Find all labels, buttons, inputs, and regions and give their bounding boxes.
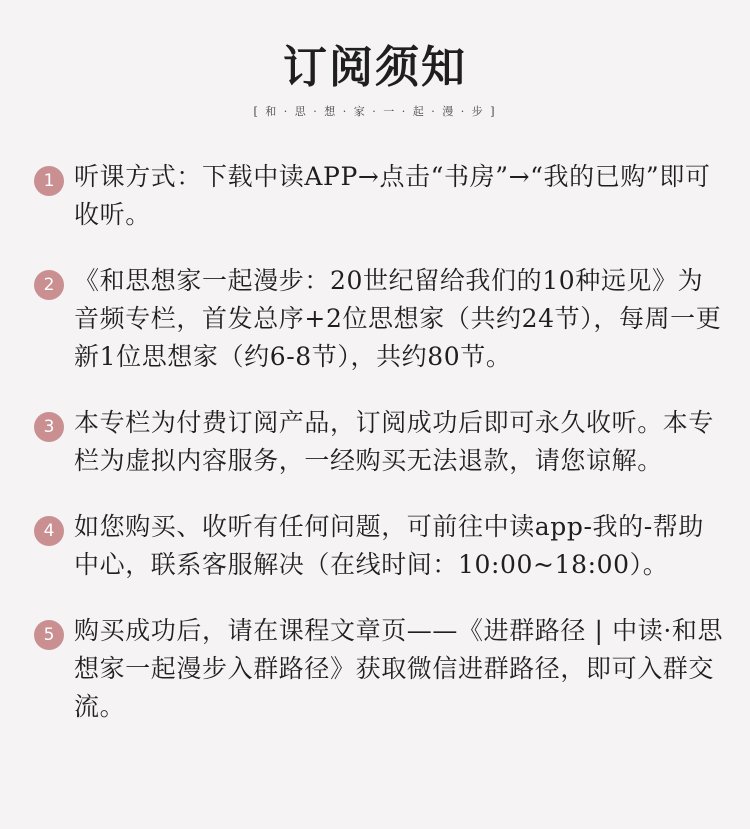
note-text: 如您购买、收听有任何问题，可前往中读app-我的-帮助中心，联系客服解决（在线时间：10:00~18:00）。 [74,512,705,579]
number-badge: 5 [34,620,64,650]
header [0,40,750,120]
number-badge: 2 [34,270,64,300]
list-item [34,158,724,234]
number-badge: 3 [34,412,64,442]
note-text: 听课方式：下载中读APP→点击“书房”→“我的已购”即可收听。 [74,162,711,229]
notes-list [34,158,724,754]
number-badge: 4 [34,516,64,546]
number-badge: 1 [34,166,64,196]
page-subtitle: [ 和 · 思 · 想 · 家 · 一 · 起 · 漫 · 步 ] [253,105,497,118]
page-title: 订阅须知 [283,42,467,93]
note-text: 《和思想家一起漫步：20世纪留给我们的10种远见》为音频专栏，首发总序+2位思想家（共约24节），每周一更新1位思想家（约6-8节），共约80节。 [74,266,722,371]
list-item [34,404,724,480]
note-text: 本专栏为付费订阅产品，订阅成功后即可永久收听。本专栏为虚拟内容服务，一经购买无法退款，请您谅解。 [74,408,715,475]
list-item [34,612,724,726]
list-item [34,508,724,584]
note-text: 购买成功后，请在课程文章页——《进群路径 | 中读·和思想家一起漫步入群路径》获取微信进群路径，即可入群交流。 [74,616,724,721]
list-item [34,262,724,376]
